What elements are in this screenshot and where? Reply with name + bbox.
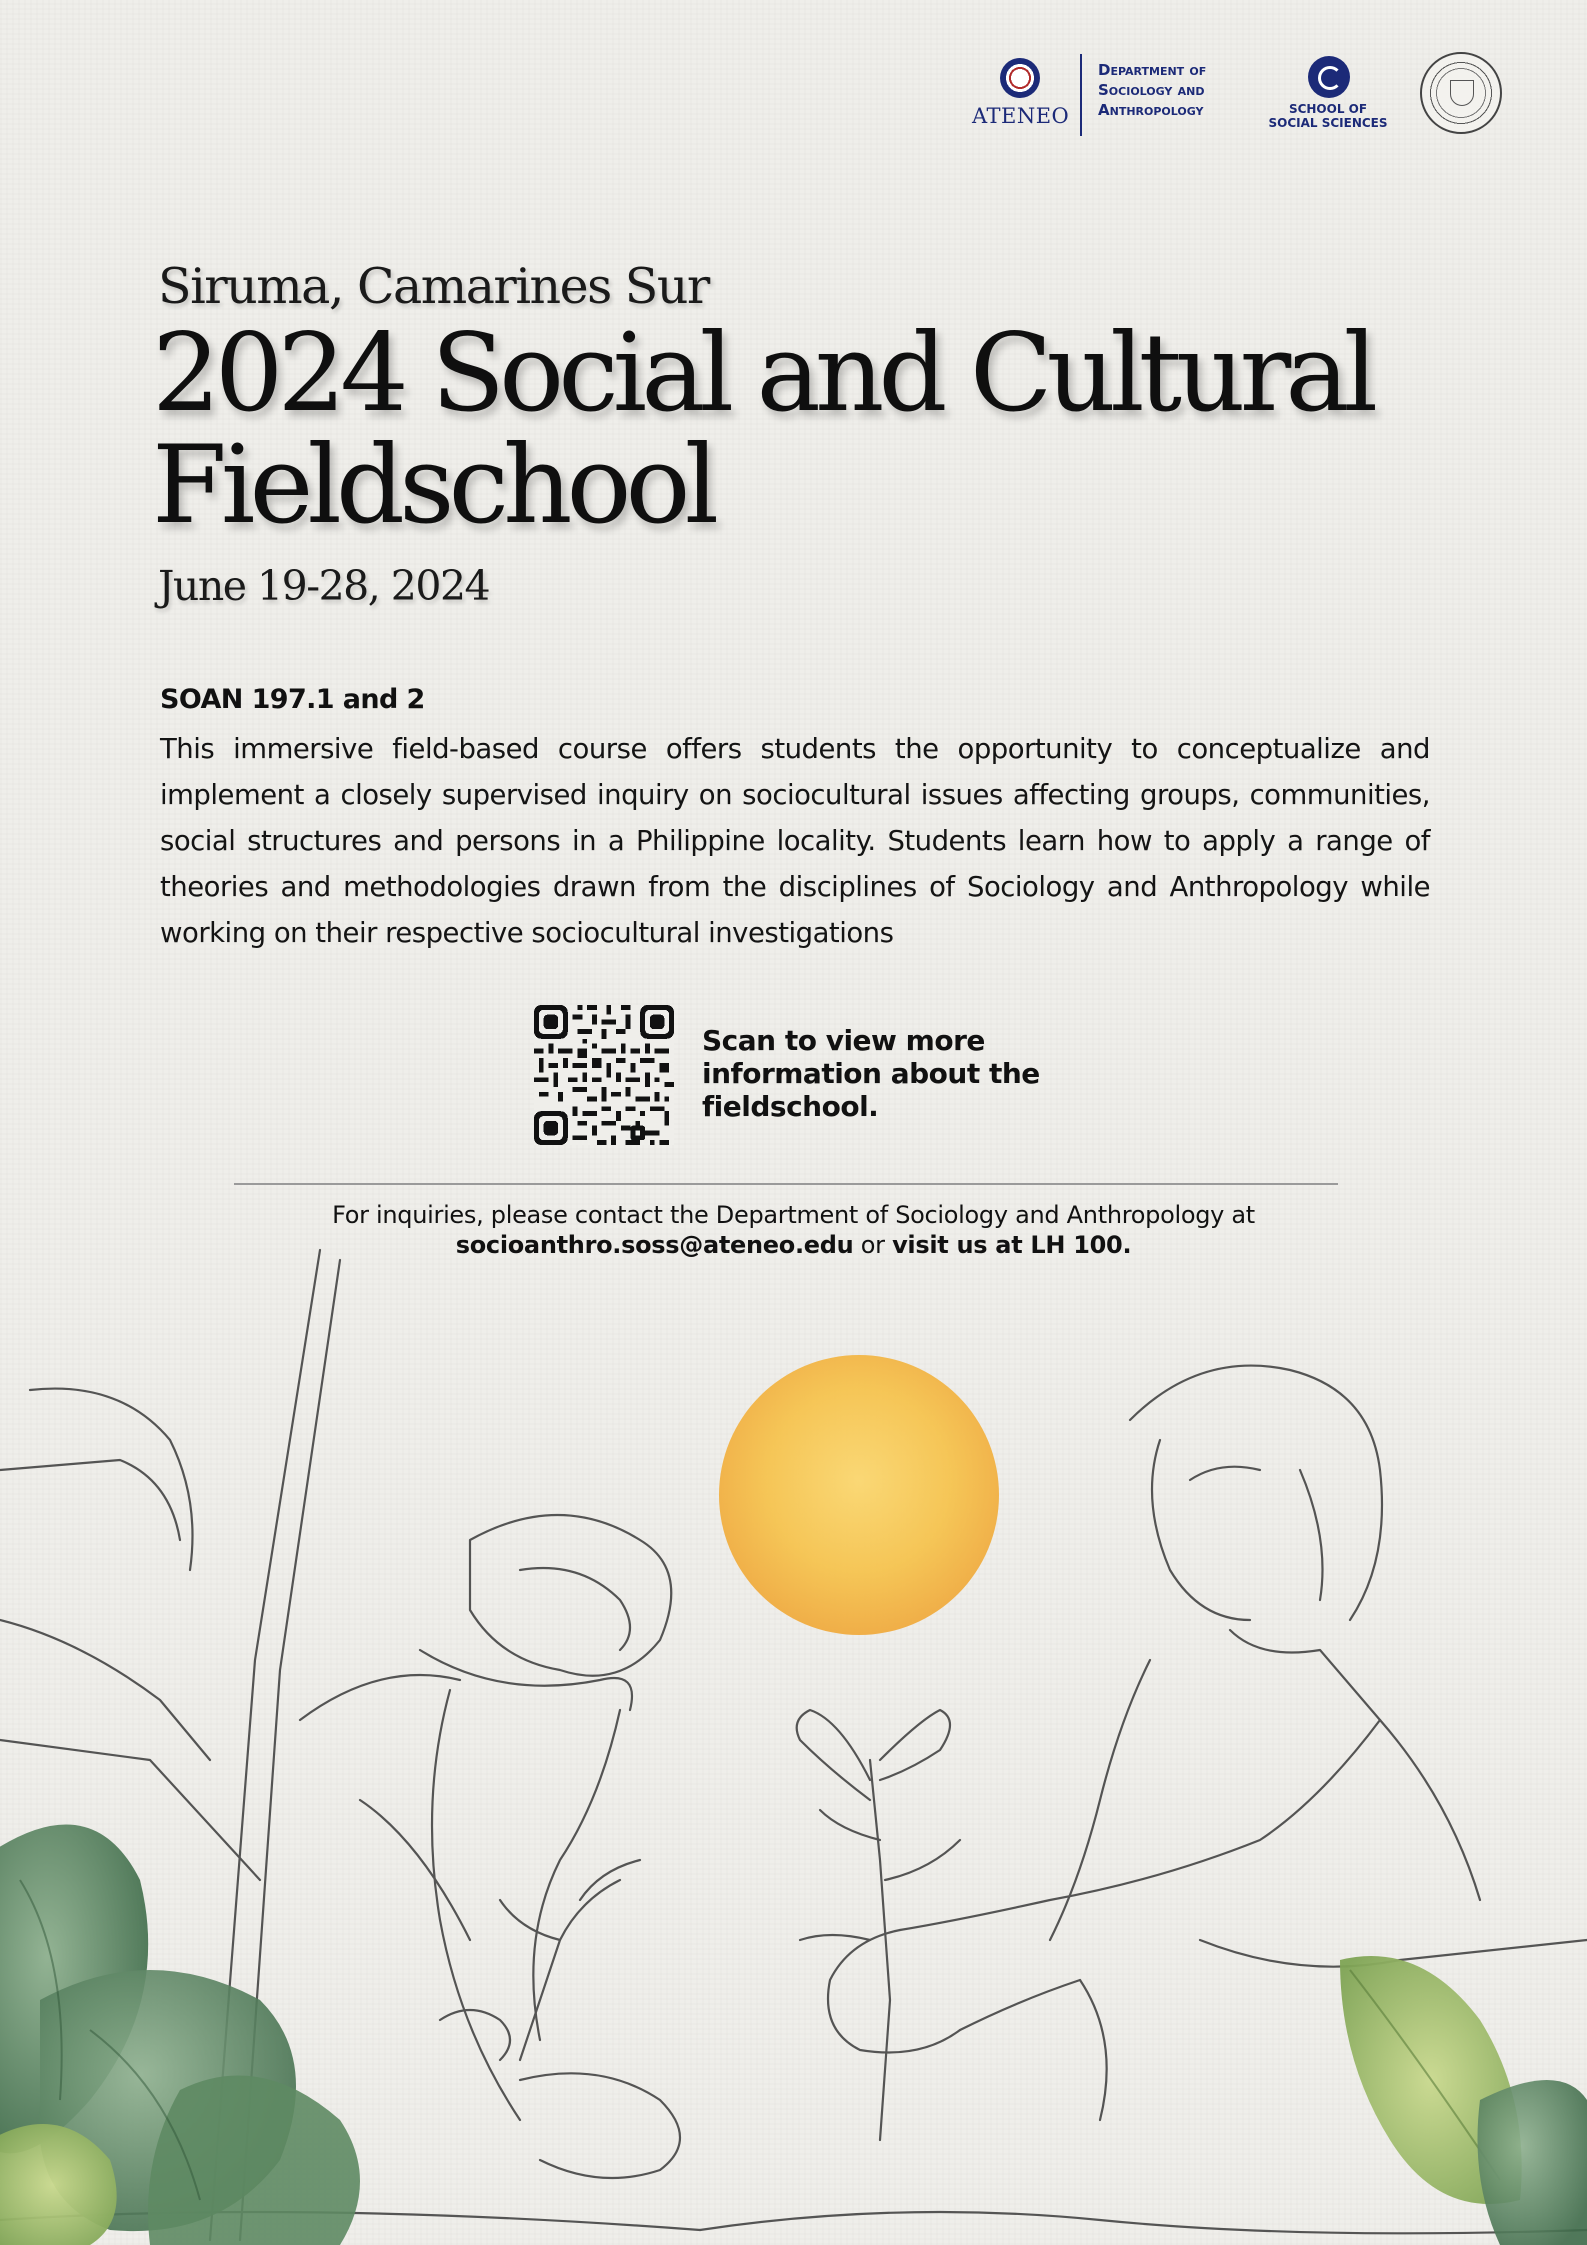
institute-shield-icon: [1450, 80, 1474, 106]
student-figure-sketch: [1130, 1366, 1382, 1620]
seedling-sketch: [870, 1760, 890, 2140]
department-logo-text: Department of Sociology and Anthropology: [1098, 61, 1207, 119]
farmer-figure-sketch: [470, 1515, 671, 1676]
contact-connector: or: [860, 1231, 885, 1259]
school-logo-text: SCHOOL OF SOCIAL SCIENCES: [1268, 102, 1388, 130]
leaves-bottom-left: [0, 1824, 360, 2245]
school-emblem-icon: [1308, 56, 1350, 98]
ateneo-wordmark: ATENEO: [972, 104, 1070, 128]
course-description: This immersive field-based course offers students the opportunity to conceptualize and implement a closely supervised inquiry on sociocultural issues affecting groups, communities, social structures and persons in a Philippine locality. Students learn how to apply a range of theories and methodologies drawn from the disciplines of Sociology and Anthropology while working on their respective sociocultural investigations: [160, 733, 1430, 949]
leaves-bottom-right: [1340, 1956, 1587, 2245]
fieldwork-illustration: [0, 1240, 1587, 2245]
logo-divider: [1080, 54, 1082, 136]
page-title: 2024 Social and Cultural Fieldschool: [152, 311, 1373, 548]
contact-line: For inquiries, please contact the Department of Sociology and Anthropology at: [332, 1201, 1255, 1229]
event-location: Siruma, Camarines Sur: [158, 258, 709, 315]
contact-email-link[interactable]: socioanthro.soss@ateneo.edu: [455, 1231, 854, 1259]
sun-icon: [719, 1355, 999, 1635]
institution-logos: [968, 50, 1508, 150]
event-dates: June 19-28, 2024: [158, 562, 490, 610]
qr-code-icon[interactable]: [534, 1005, 674, 1145]
divider-line: [234, 1183, 1338, 1185]
qr-caption: Scan to view more information about the fieldschool.: [702, 1024, 1040, 1123]
course-code: SOAN 197.1 and 2: [160, 684, 425, 715]
institute-seal-icon: [1420, 52, 1502, 134]
contact-visit-text: visit us at LH 100.: [892, 1231, 1132, 1259]
ateneo-seal-icon: [1000, 58, 1040, 98]
